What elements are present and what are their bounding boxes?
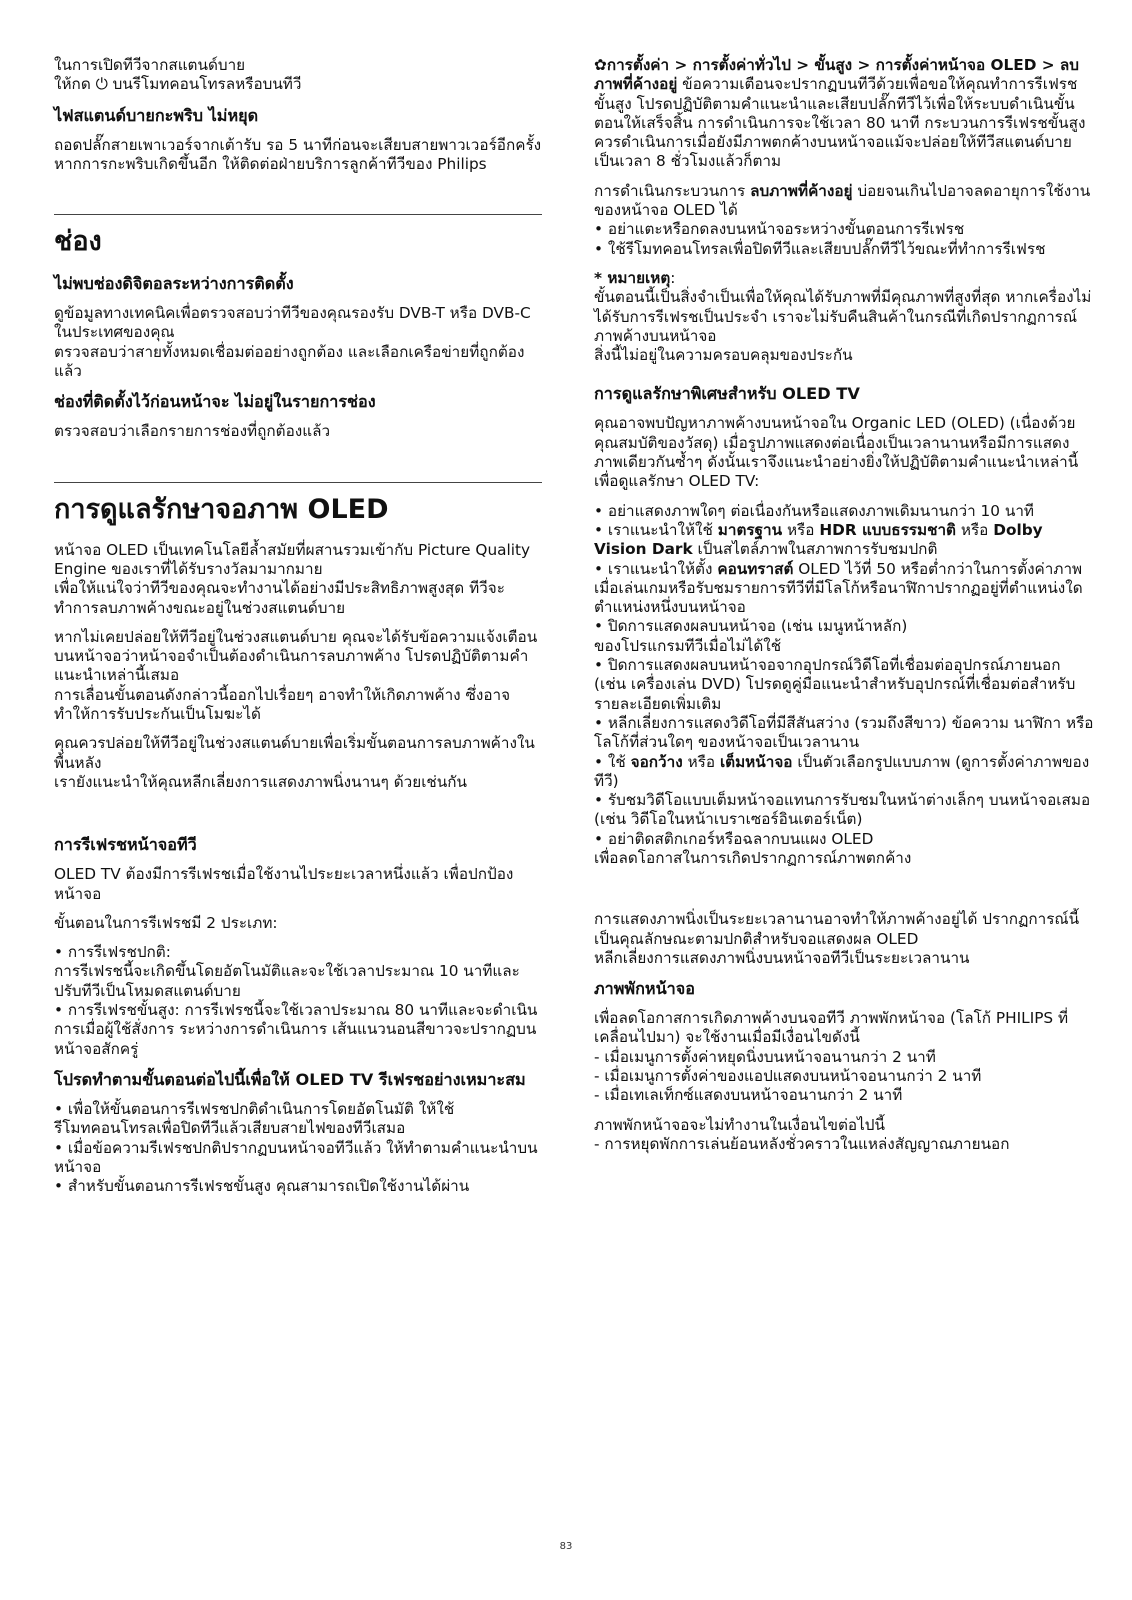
oled-p2a: หากไม่เคยปล่อยให้ทีวีอยู่ในช่วงสแตนด์บาย คุณจะได้รับข้อความแจ้งเตือนบนหน้าจอว่าหน้าจอจำเป็นต้องดำเนินการลบภาพค้าง โปรดปฏิบัติตามคำแนะนำเหล่านี้เสมอ	[54, 627, 538, 685]
saver-heading: ภาพพักหน้าจอ	[594, 979, 695, 999]
saver-condition-1: - เมื่อเมนูการตั้งค่าหยุดนิ่งบนหน้าจอนานกว่า 2 นาที	[594, 1047, 936, 1066]
tip-9a: • อย่าติดสติกเกอร์หรือฉลากบนแผง OLED	[594, 829, 874, 848]
note-body: ขั้นตอนนี้เป็นสิ่งจำเป็นเพื่อให้คุณได้รับภาพที่มีคุณภาพที่สูงที่สุด หากเครื่องไม่ได้รับการรีเฟรชเป็นประจำ เราจะไม่รับคืนสินค้าในกรณีที่เกิดปรากฏการณ์ภาพค้างบนหน้าจอ	[594, 288, 1092, 345]
tip-3-post: OLED ไว้ที่ 50 หรือต่ำกว่าในการตั้งค่าภาพเมื่อเล่นเกมหรือรับชมรายการทีวีที่มีโลโก้หรือนาฬิกาปรากฏอยู่ที่ตำแหน่งใดตำแหน่งหนึ่งบนหน้าจอ	[594, 559, 1083, 617]
standby-body: ถอดปลั๊กสายเพาเวอร์จากเต้ารับ รอ 5 นาทีก่อนจะเสียบสายพาวเวอร์อีกครั้ง หากการกะพริบเกิดขึ้นอีก ให้ติดต่อฝ่ายบริการลูกค้าทีวีของ Philips	[54, 135, 542, 173]
no-digital-body-2: ตรวจสอบว่าสายทั้งหมดเชื่อมต่ออย่างถูกต้อง และเลือกเครือข่ายที่ถูกต้องแล้ว	[54, 342, 525, 381]
steps-bullet-3: • สำหรับขั้นตอนการรีเฟรชขั้นสูง คุณสามารถเปิดใช้งานได้ผ่าน	[54, 1177, 470, 1196]
tip-2-post: เป็นสไตล์ภาพในสภาพการรับชมปกติ	[697, 540, 938, 559]
section-divider	[54, 482, 542, 483]
tip-2-mid: หรือ	[786, 520, 815, 539]
refresh-p1: OLED TV ต้องมีการรีเฟรชเมื่อใช้งานไประยะเวลาหนึ่งแล้ว เพื่อปกป้องหน้าจอ	[54, 865, 514, 903]
warning-bullet-1: • อย่าแตะหรือกดลงบนหน้าจอระหว่างขั้นตอนการรีเฟรช	[594, 220, 965, 239]
settings-path: การตั้งค่า > การตั้งค่าทั่วไป > ขั้นสูง > การตั้งค่าหน้าจอ OLED > ลบภาพที่ค้างอยู่	[594, 56, 1079, 94]
section-divider	[54, 214, 542, 215]
warning-paragraph	[594, 182, 1094, 221]
oled-p2b: การเลื่อนขั้นตอนดังกล่าวนี้ออกไปเรื่อยๆ อาจทำให้เกิดภาพค้าง ซึ่งอาจทำให้การรับประกันเป็นโมฆะได้	[54, 685, 511, 724]
refresh-deep-body: • การรีเฟรชขั้นสูง: การรีเฟรชนี้จะใช้เวลาประมาณ 80 นาทีและจะดำเนินการเมื่อผู้ใช้สั่งการ ระหว่างการดำเนินการ เส้นแนวนอนสีขาวจะปรากฏบนหน้าจอสักครู่	[54, 1001, 538, 1058]
standby-heading: ไฟสแตนด์บายกะพริบ ไม่หยุด	[54, 105, 259, 125]
special-p1: คุณอาจพบปัญหาภาพค้างบนหน้าจอใน Organic LED (OLED) (เนื่องด้วยคุณสมบัติของวัสดุ) เมื่อรูปภาพแสดงต่อเนื่องเป็นเวลานานหรือมีการแสดงภาพเดียวกันซ้ำๆ ดังนั้นเราจึงแนะนำอย่างยิ่งให้ปฏิบัติตามคำแนะนำเหล่านี้เพื่อดูแลรักษา OLED TV:	[594, 414, 1079, 491]
saver-condition-2: - เมื่อเมนูการตั้งค่าของแอปแสดงบนหน้าจอนานกว่า 2 นาที	[594, 1067, 982, 1086]
tip-7-pre: • ใช้	[594, 752, 626, 771]
tip-9b: เพื่อลดโอกาสในการเกิดปรากฏการณ์ภาพตกค้าง	[594, 848, 912, 867]
tip-3-bold: คอนทราสต์	[717, 559, 794, 578]
saver-p1: เพื่อลดโอกาสการเกิดภาพค้างบนจอทีวี ภาพพักหน้าจอ (โลโก้ PHILIPS ที่เคลื่อนไปมา) จะใช้งานเมื่อมีเงื่อนไขดังนี้	[594, 1009, 1069, 1047]
gear-icon: ✿	[594, 56, 607, 74]
left-column	[54, 56, 542, 1196]
saver-disable-1: - การหยุดพักการเล่นย้อนหลังชั่วคราวในแหล่งสัญญาณภายนอก	[594, 1134, 1010, 1153]
steps-heading: โปรดทำตามขั้นตอนต่อไปนี้เพื่อให้ OLED TV รีเฟรชอย่างเหมาะสม	[54, 1069, 526, 1089]
preinstalled-body: ตรวจสอบว่าเลือกรายการช่องที่ถูกต้องแล้ว	[54, 422, 331, 441]
note-colon: :	[670, 268, 676, 287]
special-heading: การดูแลรักษาพิเศษสำหรับ OLED TV	[594, 384, 860, 404]
no-digital-heading: ไม่พบช่องดิจิตอลระหว่างการติดตั้ง	[54, 274, 294, 294]
tip-2-mid-2: หรือ	[960, 520, 989, 539]
page-number: 83	[559, 1541, 573, 1552]
warning-pre: การดำเนินกระบวนการ	[594, 181, 746, 200]
oled-title: การดูแลรักษาจอภาพ OLED	[54, 493, 389, 525]
tip-2-bold-3: Dolby Vision Dark	[594, 520, 1043, 559]
steps-bullet-2: • เมื่อข้อความรีเฟรชปกติปรากฏบนหน้าจอทีวีแล้ว ให้ทำตามคำแนะนำบนหน้าจอ	[54, 1138, 538, 1176]
tip-2	[594, 521, 1094, 560]
refresh-normal-body: การรีเฟรชนี้จะเกิดขึ้นโดยอัตโนมัติและจะใช้เวลาประมาณ 10 นาทีและปรับทีวีเป็นโหมดสแตนด์บาย	[54, 962, 520, 1000]
tip-7-mid: หรือ	[687, 752, 716, 771]
oled-p1a: หน้าจอ OLED เป็นเทคโนโลยีล้ำสมัยที่ผสานรวมเข้ากับ Picture Quality Engine ของเราที่ได้รับรางวัลมามากมาย	[54, 540, 531, 578]
intro-line-2	[54, 75, 542, 94]
tip-5: • ปิดการแสดงผลบนหน้าจอจากอุปกรณ์วิดีโอที่เชื่อมต่ออุปกรณ์ภายนอก (เช่น เครื่องเล่น DVD) โปรดดูคู่มือแนะนำสำหรับอุปกรณ์ที่เชื่อมต่อสำหรับรายละเอียดเพิ่มเติม	[594, 656, 1076, 713]
intro-line-1: ในการเปิดทีวีจากสแตนด์บาย	[54, 56, 246, 74]
note-body-2: สิ่งนี้ไม่อยู่ในความครอบคลุมของประกัน	[594, 346, 853, 365]
preinstalled-heading: ช่องที่ติดตั้งไว้ก่อนหน้าจะ ไม่อยู่ในรายการช่อง	[54, 392, 376, 412]
tip-8: • รับชมวิดีโอแบบเต็มหน้าจอแทนการรับชมในหน้าต่างเล็กๆ บนหน้าจอเสมอ (เช่น วิดีโอในหน้าเบราเซอร์อินเตอร์เน็ต)	[594, 791, 1091, 829]
no-digital-body-1: ดูข้อมูลทางเทคนิคเพื่อตรวจสอบว่าทีวีของคุณรองรับ DVB-T หรือ DVB-C ในประเทศของคุณ	[54, 304, 531, 342]
tip-7-bold-1: จอกว้าง	[630, 752, 683, 771]
oled-p3a: คุณควรปล่อยให้ทีวีอยู่ในช่วงสแตนด์บายเพื่อเริ่มขั้นตอนการลบภาพค้างในพื้นหลัง	[54, 734, 535, 772]
channels-title: ช่อง	[54, 226, 102, 258]
note-label: * หมายเหตุ	[594, 268, 671, 287]
saver-condition-3: - เมื่อเทเลเท็กซ์แสดงบนหน้าจอนานกว่า 2 นาที	[594, 1086, 903, 1105]
oled-p3b: เรายังแนะนำให้คุณหลีกเลี่ยงการแสดงภาพนิ่งนานๆ ด้วยเช่นกัน	[54, 772, 467, 791]
oled-p1b: เพื่อให้แน่ใจว่าทีวีของคุณจะทำงานได้อย่างมีประสิทธิภาพสูงสุด ทีวีจะทำการลบภาพค้างขณะอยู่ในช่วงสแตนด์บาย	[54, 579, 505, 617]
tip-7-bold-2: เต็มหน้าจอ	[719, 752, 793, 771]
tip-7-post: เป็นตัวเลือกรูปแบบภาพ (ดูการตั้งค่าภาพของทีวี)	[594, 752, 1090, 790]
warning-bullet-2: • ใช้รีโมทคอนโทรลเพื่อปิดทีวีและเสียบปลั๊กทีวีไว้ขณะที่ทำการรีเฟรช	[594, 239, 1046, 258]
tip-7	[594, 753, 1094, 792]
warning-post: บ่อยจนเกินไปอาจลดอายุการใช้งานของหน้าจอ OLED ได้	[594, 181, 1091, 220]
tip-3	[594, 560, 1094, 618]
tip-4a: • ปิดการแสดงผลบนหน้าจอ (เช่น เมนูหน้าหลัก)	[594, 617, 908, 636]
tip-6: • หลีกเลี่ยงการแสดงวิดีโอที่มีสีสันสว่าง (รวมถึงสีขาว) ข้อความ นาฬิกา หรือโลโก้ที่ส่วนใดๆ ของหน้าจอเป็นเวลานาน	[594, 713, 1094, 752]
steps-bullet-1: • เพื่อให้ขั้นตอนการรีเฟรชปกติดำเนินการโดยอัตโนมัติ ให้ใช้รีโมทคอนโทรลเพื่อปิดทีวีแล้วเสียบสายไฟของทีวีเสมอ	[54, 1099, 455, 1138]
settings-path-rest: ข้อความเตือนจะปรากฏบนทีวีด้วยเพื่อขอให้คุณทำการรีเฟรชขั้นสูง โปรดปฏิบัติตามคำแนะนำและเสียบปลั๊กทีวีไว้เพื่อให้ระบบดำเนินขั้นตอนให้เสร็จสิ้น การดำเนินการจะใช้เวลา 80 นาที กระบวนการรีเฟรชขั้นสูงควรดำเนินการเมื่อยังมีภาพตกค้างบนหน้าจอแม้จะปล่อยให้ทีวีสแตนด์บายเป็นเวลา 8 ชั่วโมงแล้วก็ตาม	[594, 75, 1086, 171]
refresh-heading: การรีเฟรชหน้าจอทีวี	[54, 835, 197, 855]
tip-2-bold-2: HDR แบบธรรมชาติ	[819, 520, 956, 539]
intro-line-2-pre: ให้กด	[54, 75, 91, 94]
tip-2-pre: • เราแนะนำให้ใช้	[594, 520, 713, 539]
power-icon: ⏻	[95, 75, 108, 94]
tip-4b: ของโปรแกรมทีวีเมื่อไม่ได้ใช้	[594, 636, 782, 655]
warning-bold: ลบภาพที่ค้างอยู่	[750, 181, 853, 200]
tip-2-bold-1: มาตรฐาน	[717, 520, 783, 539]
refresh-normal-label: • การรีเฟรชปกติ:	[54, 943, 171, 962]
tip-3-pre: • เราแนะนำให้ตั้ง	[594, 559, 713, 578]
right-column	[594, 56, 1094, 1154]
settings-path-paragraph	[594, 56, 1094, 172]
tip-1: • อย่าแสดงภาพใดๆ ต่อเนื่องกันหรือแสดงภาพเดิมนานกว่า 10 นาที	[594, 501, 1034, 520]
still-p1: การแสดงภาพนิ่งเป็นระยะเวลานานอาจทำให้ภาพค้างอยู่ได้ ปรากฏการณ์นี้เป็นคุณลักษณะตามปกติสำหรับจอแสดงผล OLED	[594, 910, 1080, 948]
intro-line-2-post: บนรีโมทคอนโทรลหรือบนทีวี	[112, 75, 302, 94]
refresh-p2: ขั้นตอนในการรีเฟรชมี 2 ประเภท:	[54, 913, 278, 932]
still-p2: หลีกเลี่ยงการแสดงภาพนิ่งบนหน้าจอทีวีเป็นระยะเวลานาน	[594, 948, 970, 967]
note-label-line	[594, 269, 1094, 288]
saver-p2: ภาพพักหน้าจอจะไม่ทำงานในเงื่อนไขต่อไปนี้	[594, 1115, 885, 1134]
